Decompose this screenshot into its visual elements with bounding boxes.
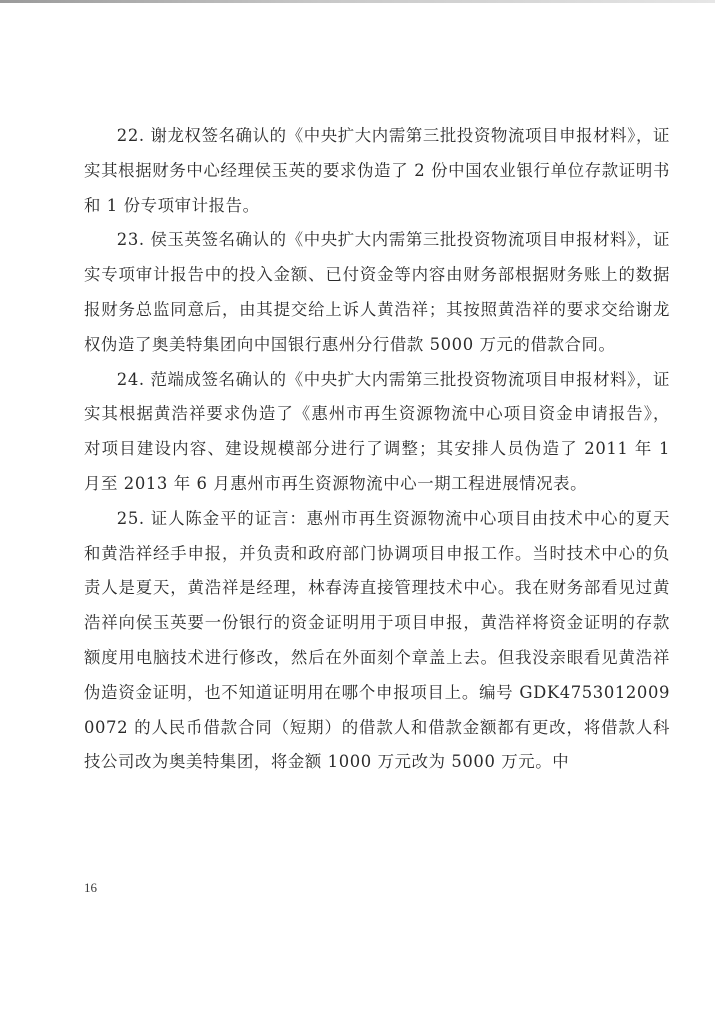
- scan-top-edge: [0, 0, 715, 3]
- document-body: [84, 119, 670, 780]
- paragraph-25: 25. 证人陈金平的证言：惠州市再生资源物流中心项目由技术中心的夏天和黄浩祥经手申报，并负责和政府部门协调项目申报工作。当时技术中心的负责人是夏天，黄浩祥是经理，林春涛直接管理技术中心。我在财务部看见过黄浩祥向侯玉英要一份银行的资金证明用于项目申报，黄浩祥将资金证明的存款额度用电脑技术进行修改，然后在外面刻个章盖上去。但我没亲眼看见黄浩祥伪造资金证明，也不知道证明用在哪个申报项目上。编号 GDK47530120090072 的人民币借款合同（短期）的借款人和借款金额都有更改，将借款人科技公司改为奥美特集团，将金额 1000 万元改为 5000 万元。中: [84, 508, 670, 772]
- paragraph-24: 24. 范端成签名确认的《中央扩大内需第三批投资物流项目申报材料》，证实其根据黄浩祥要求伪造了《惠州市再生资源物流中心项目资金申请报告》，对项目建设内容、建设规模部分进行了调整；其安排人员伪造了 2011 年 1 月至 2013 年 6 月惠州市再生资源物流中心一期工程进展情况表。: [84, 369, 670, 493]
- page-number: 16: [84, 880, 97, 895]
- paragraph-23: 23. 侯玉英签名确认的《中央扩大内需第三批投资物流项目申报材料》，证实专项审计报告中的投入金额、已付资金等内容由财务部根据财务账上的数据报财务总监同意后，由其提交给上诉人黄浩祥；其按照黄浩祥的要求交给谢龙权伪造了奥美特集团向中国银行惠州分行借款 5000 万元的借款合同。: [84, 230, 670, 354]
- paragraph-22: 22. 谢龙权签名确认的《中央扩大内需第三批投资物流项目申报材料》，证实其根据财务中心经理侯玉英的要求伪造了 2 份中国农业银行单位存款证明书和 1 份专项审计报告。: [84, 126, 670, 215]
